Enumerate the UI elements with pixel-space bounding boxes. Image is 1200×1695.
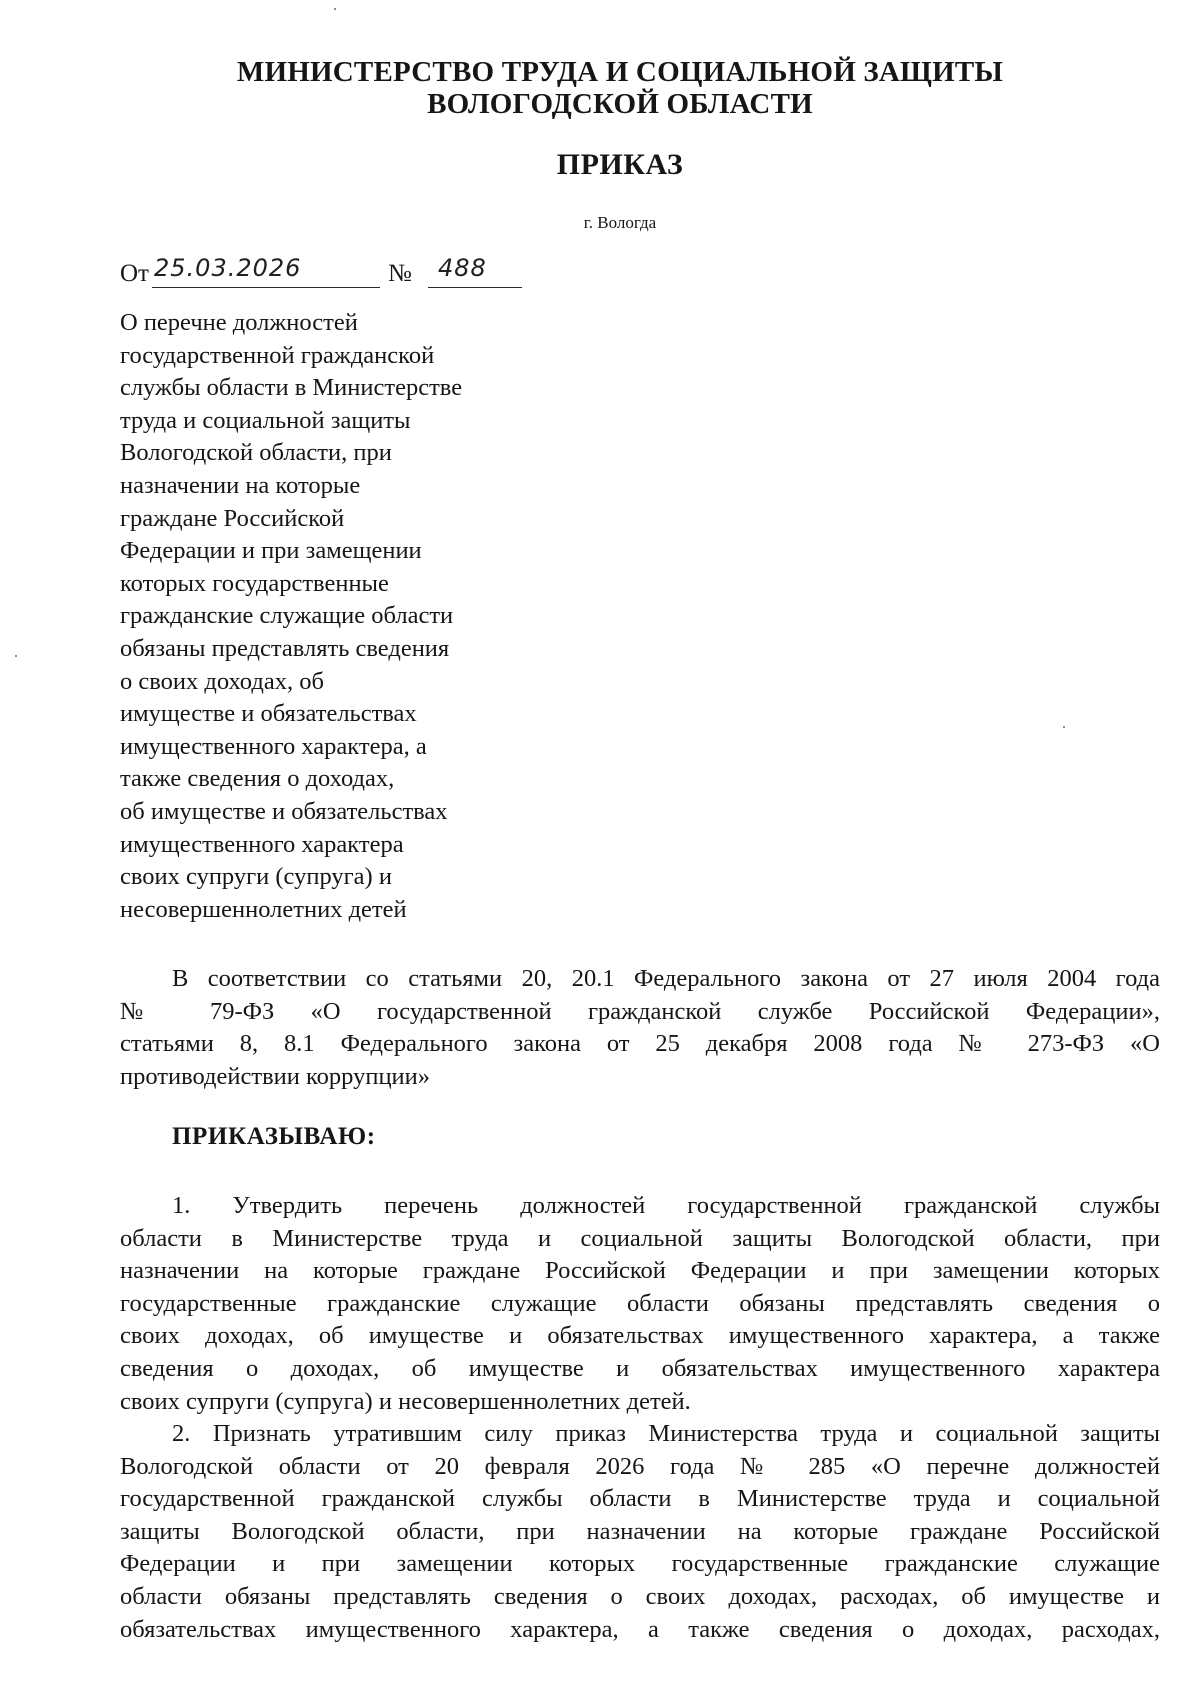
item-2-line: государственной гражданской службы области в Министерстве труда и социальной: [120, 1485, 1160, 1513]
subject-line: граждане Российской: [120, 504, 345, 532]
handwritten-number: 488: [438, 254, 487, 282]
subject-line: Вологодской области, при: [120, 439, 392, 467]
item-1-line: сведения о доходах, об имуществе и обязательствах имущественного характера: [120, 1354, 1160, 1382]
decree-heading: ПРИКАЗЫВАЮ:: [172, 1123, 376, 1150]
item-2-line: Федерации и при замещении которых государственные гражданские служащие: [120, 1550, 1160, 1578]
number-underline: [428, 287, 522, 288]
subject-line: несовершеннолетних детей: [120, 895, 407, 923]
preamble-line: статьями 8, 8.1 Федерального закона от 25 декабря 2008 года № 273-ФЗ «О: [120, 1030, 1160, 1058]
preamble-line: № 79-ФЗ «О государственной гражданской службе Российской Федерации»,: [120, 997, 1160, 1025]
item-2-paragraph: [120, 1418, 1160, 1646]
subject-line: своих супруги (супруга) и: [120, 863, 392, 891]
subject-line: обязаны представлять сведения: [120, 634, 450, 662]
subject-line: имущественного характера, а: [120, 732, 427, 760]
item-1-line: своих супруги (супруга) и несовершеннолетних детей.: [120, 1387, 691, 1415]
subject-line: О перечне должностей: [120, 309, 358, 336]
preamble-line: В соответствии со статьями 20, 20.1 Федерального закона от 27 июля 2004 года: [172, 965, 1160, 992]
subject-line: службы области в Министерстве: [120, 374, 463, 402]
scan-speck: [15, 655, 17, 657]
subject-line: государственной гражданской: [120, 341, 435, 369]
handwritten-date: 25.03.2026: [154, 254, 302, 282]
subject-line: имуществе и обязательствах: [120, 700, 417, 728]
document-type-title: ПРИКАЗ: [556, 148, 684, 181]
number-label: №: [388, 260, 412, 287]
item-1-line: государственные гражданские служащие области обязаны представлять сведения о: [120, 1289, 1160, 1317]
item-1-line: 1. Утвердить перечень должностей государственной гражданской службы: [172, 1192, 1160, 1219]
subject-line: труда и социальной защиты: [120, 406, 411, 434]
subject-line: гражданские служащие области: [120, 602, 454, 630]
item-2-line: области обязаны представлять сведения о своих доходах, расходах, об имуществе и: [120, 1582, 1160, 1610]
item-1-line: назначении на которые граждане Российской Федерации и при замещении которых: [120, 1257, 1160, 1285]
item-2-line: 2. Признать утратившим силу приказ Министерства труда и социальной защиты: [172, 1420, 1160, 1447]
subject-line: о своих доходах, об: [120, 667, 324, 695]
ministry-name-line2: ВОЛОГОДСКОЙ ОБЛАСТИ: [427, 88, 813, 120]
date-underline: [152, 287, 380, 288]
item-1-line: области в Министерстве труда и социальной защиты Вологодской области, при: [120, 1224, 1160, 1252]
order-subject: [120, 307, 560, 926]
subject-line: Федерации и при замещении: [120, 537, 422, 565]
scan-speck: [334, 8, 336, 10]
item-2-line: Вологодской области от 20 февраля 2026 года № 285 «О перечне должностей: [120, 1452, 1160, 1480]
preamble-paragraph: [120, 963, 1160, 1093]
item-1-paragraph: [120, 1190, 1160, 1418]
item-1-line: своих доходах, об имуществе и обязательствах имущественного характера, а также: [120, 1322, 1160, 1350]
ministry-name-line1: МИНИСТЕРСТВО ТРУДА И СОЦИАЛЬНОЙ ЗАЩИТЫ: [236, 56, 1004, 88]
subject-line: назначении на которые: [120, 471, 361, 499]
item-2-line: защиты Вологодской области, при назначении на которые граждане Российской: [120, 1517, 1160, 1545]
scan-speck: [1063, 726, 1065, 728]
city-label: г. Вологда: [583, 213, 657, 232]
date-label: От: [120, 260, 149, 287]
subject-line: также сведения о доходах,: [120, 765, 395, 793]
preamble-line: противодействии коррупции»: [120, 1062, 431, 1090]
subject-line: имущественного характера: [120, 830, 404, 858]
item-2-line: обязательствах имущественного характера, а также сведения о доходах, расходах,: [120, 1615, 1160, 1643]
subject-line: которых государственные: [120, 569, 389, 597]
subject-line: об имуществе и обязательствах: [120, 797, 448, 825]
